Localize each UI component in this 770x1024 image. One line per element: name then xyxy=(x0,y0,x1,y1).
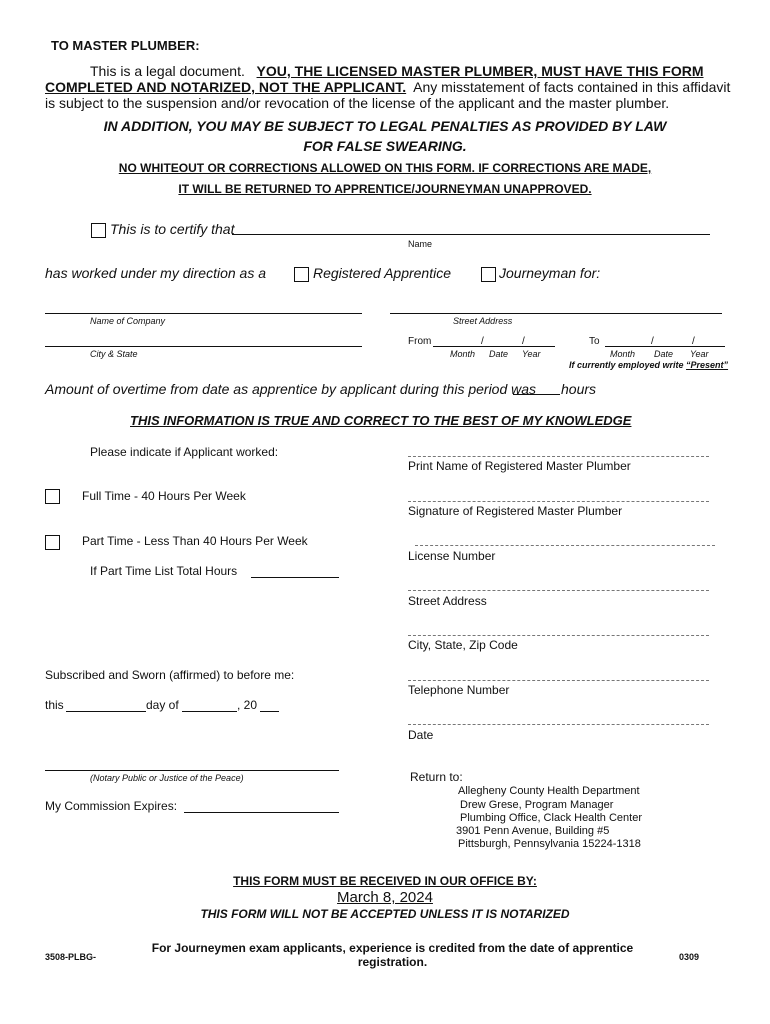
part-time-checkbox[interactable] xyxy=(45,535,60,550)
part-time-hours-label: If Part Time List Total Hours xyxy=(90,564,238,578)
return-line-2: Drew Grese, Program Manager xyxy=(460,799,614,811)
signature-line[interactable] xyxy=(408,501,709,502)
form-code: 3508-PLBG- xyxy=(45,952,97,962)
from-date-caption: Date xyxy=(489,349,509,359)
intro-plain-text: This is a legal document. xyxy=(90,63,245,79)
year-prefix: , 20 xyxy=(237,698,258,712)
plumber-city-label: City, State, Zip Code xyxy=(408,638,518,652)
year-line[interactable] xyxy=(260,711,279,712)
to-slash-1: / xyxy=(651,336,654,347)
to-date-line[interactable] xyxy=(605,346,725,347)
signature-label: Signature of Registered Master Plumber xyxy=(408,504,623,518)
from-month-caption: Month xyxy=(450,349,476,359)
journeyman-checkbox[interactable] xyxy=(481,267,496,282)
deadline-date: March 8, 2024 xyxy=(337,889,433,906)
intro-line-3: is subject to the suspension and/or revocation of the license of the applicant and the master plumber. xyxy=(45,95,670,111)
month-line[interactable] xyxy=(182,711,237,712)
print-name-line[interactable] xyxy=(408,456,709,457)
penalty-line-2: FOR FALSE SWEARING. xyxy=(303,138,467,154)
to-date-caption: Date xyxy=(654,349,674,359)
from-date-line[interactable] xyxy=(433,346,555,347)
intro-misstatement-text: Any misstatement of facts contained in this affidavit xyxy=(413,79,731,95)
journeyman-label: Journeyman for: xyxy=(499,265,601,281)
to-label: To xyxy=(589,336,600,347)
phone-label: Telephone Number xyxy=(408,683,510,697)
certify-checkbox[interactable] xyxy=(91,223,106,238)
from-label: From xyxy=(408,336,432,347)
to-slash-2: / xyxy=(692,336,695,347)
city-line[interactable] xyxy=(45,346,362,347)
part-time-hours-line[interactable] xyxy=(251,577,339,578)
present-note xyxy=(569,360,728,370)
apprentice-label: Registered Apprentice xyxy=(313,265,452,281)
city-caption: City & State xyxy=(90,349,138,359)
to-month-caption: Month xyxy=(610,349,636,359)
license-label: License Number xyxy=(408,549,496,563)
intro-notarized-text: COMPLETED AND NOTARIZED, NOT THE APPLICANT. xyxy=(45,79,407,95)
revision-code: 0309 xyxy=(679,952,700,962)
company-line[interactable] xyxy=(45,313,362,314)
plumber-street-line[interactable] xyxy=(408,590,709,591)
license-line[interactable] xyxy=(415,545,715,546)
form-heading: TO MASTER PLUMBER: xyxy=(51,38,200,53)
worked-label: has worked under my direction as a xyxy=(45,265,266,281)
present-note-prefix: If currently employed write xyxy=(569,360,687,370)
part-time-label: Part Time - Less Than 40 Hours Per Week xyxy=(82,534,308,548)
sworn-label: Subscribed and Sworn (affirmed) to before me: xyxy=(45,668,295,682)
return-line-1: Allegheny County Health Department xyxy=(458,785,640,797)
from-slash-1: / xyxy=(481,336,484,347)
true-statement: THIS INFORMATION IS TRUE AND CORRECT TO THE BEST OF MY KNOWLEDGE xyxy=(130,413,632,428)
commission-label: My Commission Expires: xyxy=(45,799,178,813)
day-of-label: day of xyxy=(146,698,179,712)
this-label: this xyxy=(45,698,64,712)
street-caption: Street Address xyxy=(453,316,513,326)
present-note-value: “Present” xyxy=(686,360,729,370)
commission-line[interactable] xyxy=(184,812,339,813)
footer-note-line-1: For Journeymen exam applicants, experience is credited from the date of apprentice xyxy=(151,941,634,955)
overtime-hours-line[interactable] xyxy=(513,394,560,395)
certify-name-line[interactable] xyxy=(232,234,710,235)
street-line[interactable] xyxy=(390,313,722,314)
intro-line-2 xyxy=(45,79,730,95)
full-time-label: Full Time - 40 Hours Per Week xyxy=(82,489,246,503)
plumber-street-label: Street Address xyxy=(408,594,487,608)
apprentice-checkbox[interactable] xyxy=(294,267,309,282)
return-line-4: 3901 Penn Avenue, Building #5 xyxy=(456,825,610,837)
intro-warning-text: YOU, THE LICENSED MASTER PLUMBER, MUST HAVE THIS FORM xyxy=(256,63,704,79)
from-year-caption: Year xyxy=(522,349,541,359)
plumber-city-line[interactable] xyxy=(408,635,709,636)
name-caption: Name xyxy=(408,239,433,249)
print-name-label: Print Name of Registered Master Plumber xyxy=(408,459,631,473)
overtime-prefix: Amount of overtime from date as apprentice by applicant during this period was xyxy=(45,381,537,397)
from-slash-2: / xyxy=(522,336,525,347)
return-line-5: Pittsburgh, Pennsylvania 15224-1318 xyxy=(458,838,641,850)
deadline-label: THIS FORM MUST BE RECEIVED IN OUR OFFICE BY: xyxy=(233,874,537,888)
corrections-line-1: NO WHITEOUT OR CORRECTIONS ALLOWED ON THIS FORM. IF CORRECTIONS ARE MADE, xyxy=(118,161,652,175)
intro-line-1 xyxy=(90,63,704,79)
return-line-3: Plumbing Office, Clack Health Center xyxy=(460,812,642,824)
notarized-warning: THIS FORM WILL NOT BE ACCEPTED UNLESS IT IS NOTARIZED xyxy=(200,907,570,921)
certify-label: This is to certify that xyxy=(110,221,235,237)
phone-line[interactable] xyxy=(408,680,709,681)
return-to-label: Return to: xyxy=(410,770,463,784)
date-line[interactable] xyxy=(408,724,709,725)
penalty-line-1: IN ADDITION, YOU MAY BE SUBJECT TO LEGAL PENALTIES AS PROVIDED BY LAW xyxy=(103,118,667,134)
company-caption: Name of Company xyxy=(90,316,166,326)
overtime-suffix: hours xyxy=(561,381,597,397)
notary-caption: (Notary Public or Justice of the Peace) xyxy=(90,773,244,783)
to-year-caption: Year xyxy=(690,349,709,359)
corrections-line-2: IT WILL BE RETURNED TO APPRENTICE/JOURNEYMAN UNAPPROVED. xyxy=(178,182,592,196)
full-time-checkbox[interactable] xyxy=(45,489,60,504)
worked-prompt: Please indicate if Applicant worked: xyxy=(90,445,279,459)
footer-note-line-2: registration. xyxy=(357,955,428,969)
date-label: Date xyxy=(408,728,434,742)
notary-signature-line[interactable] xyxy=(45,770,339,771)
day-line[interactable] xyxy=(66,711,146,712)
